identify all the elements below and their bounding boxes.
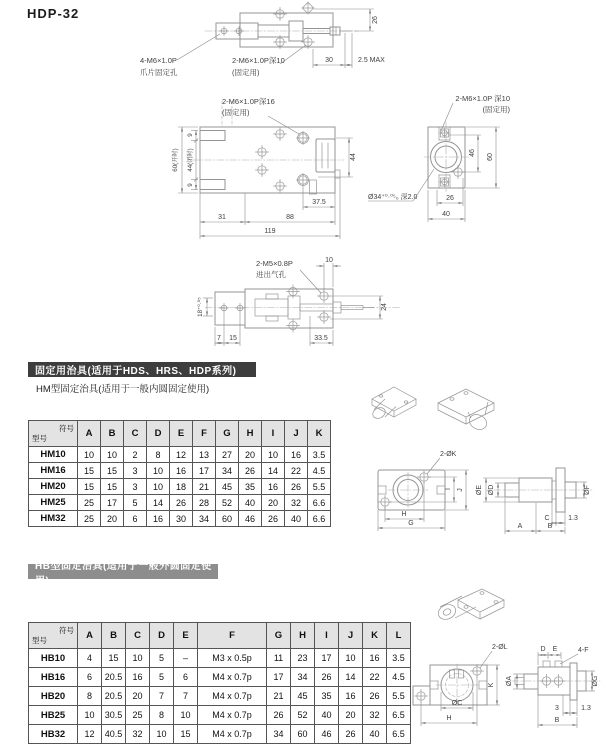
fix16-label2: (固定用) [222,108,250,117]
value-cell: 12 [170,447,193,463]
fix10-label2: (固定用) [482,105,510,114]
value-cell: 6.5 [387,706,411,725]
value-cell: 32 [285,495,308,511]
dim-g: G [408,520,414,527]
top-view-dimensions [313,9,385,68]
adjuster-diamond [302,2,314,14]
column-header: D [147,421,170,447]
hm-isometric-views [371,387,494,432]
hb-header-row [29,623,411,649]
table-row [29,463,331,479]
value-cell: M4 x 0.7p [198,668,267,687]
front-view-labels [222,97,299,134]
value-cell: 52 [291,706,315,725]
dim-26: 26 [372,16,379,24]
air-port-label2: 进出气孔 [256,270,286,279]
value-cell: M4 x 0.7p [198,687,267,706]
value-cell: 17 [193,463,216,479]
hm-detail-dimensions [378,451,469,531]
value-cell: 7 [150,687,174,706]
hm-fixture-drawing [350,378,603,550]
value-cell: M4 x 0.7p [198,706,267,725]
fix-hole-label: 2-M6×1.0P深10 [232,56,285,65]
value-cell: 34 [216,463,239,479]
model-cell: HM16 [29,463,78,479]
value-cell: 5.5 [387,687,411,706]
value-cell: 60 [216,511,239,527]
value-cell: 25 [78,511,101,527]
dim-i: I [445,488,452,490]
column-header: K [308,421,331,447]
dim-10: 10 [325,257,333,264]
value-cell: 22 [285,463,308,479]
value-cell: 25 [78,495,101,511]
hm-side-dimensions [476,478,591,534]
value-cell: 10 [174,706,198,725]
hole-2ok-label: 2-ØK [440,451,457,458]
column-header: I [315,623,339,649]
dim-24: 24 [381,303,388,311]
model-cell: HB32 [29,725,78,744]
value-cell: 15 [174,725,198,744]
value-cell: 20 [239,447,262,463]
value-cell: 21 [267,687,291,706]
column-header: I [262,421,285,447]
value-cell: 4.5 [387,668,411,687]
column-header: G [216,421,239,447]
value-cell: 13 [193,447,216,463]
fix10-label: 2-M6×1.0P 深10 [455,94,510,103]
hm-front-view [378,470,445,510]
value-cell: 27 [216,447,239,463]
column-header: H [239,421,262,447]
dim-of: ØF [584,485,591,495]
value-cell: 26 [239,463,262,479]
dim-j: J [457,488,464,492]
value-cell: 5.5 [308,479,331,495]
value-cell: 34 [267,725,291,744]
corner-symbol-label: 符号 [59,626,74,635]
gripper-body-port [205,285,400,332]
column-header: B [102,623,126,649]
dim-30: 30 [325,57,333,64]
dim-h: H [401,511,407,518]
dim-13-hb: 1.3 [581,705,591,712]
dim-b: B [547,523,553,530]
column-header: F [198,623,267,649]
value-cell: 60 [291,725,315,744]
dim-44: 44 [350,153,357,161]
column-header: A [78,421,101,447]
value-cell: 30 [170,511,193,527]
dim-25max: 2.5 MAX [358,57,385,64]
corner-symbol-label: 符号 [59,424,74,433]
model-cell: HB20 [29,687,78,706]
value-cell: 6 [174,668,198,687]
value-cell: 5 [150,668,174,687]
model-cell: HB10 [29,649,78,668]
value-cell: 20.5 [102,668,126,687]
hb-fixture-drawing [395,585,603,744]
dim-44-closed: 44(闭时) [187,148,194,172]
dim-15: 15 [229,335,237,342]
hb-front-view [413,664,487,706]
hm-side-view [494,468,594,512]
dim-h-hb: H [446,715,452,722]
dim-3: 3 [555,705,559,712]
value-cell: 20 [262,495,285,511]
value-cell: 15 [78,479,101,495]
table-row [29,495,331,511]
dim-e: E [552,646,558,653]
top-view-labels [140,34,306,77]
column-header: A [78,623,102,649]
column-header: F [193,421,216,447]
drawing-top-view [110,0,430,92]
model-cell: HM25 [29,495,78,511]
value-cell: 34 [193,511,216,527]
value-cell: 35 [239,479,262,495]
value-cell: 3.5 [387,649,411,668]
column-header: H [291,623,315,649]
hm-spec-table [28,420,331,527]
value-cell: 52 [216,495,239,511]
value-cell: 15 [78,463,101,479]
value-cell: 26 [339,725,363,744]
column-header: D [150,623,174,649]
model-cell: HB16 [29,668,78,687]
value-cell: 11 [267,649,291,668]
value-cell: 46 [315,725,339,744]
dim-og: ØG [592,675,599,687]
column-header: E [170,421,193,447]
drawing-port-view [180,248,410,358]
dim-13: 1.3 [568,515,578,522]
value-cell: 10 [262,447,285,463]
value-cell: 3.5 [308,447,331,463]
value-cell: 34 [291,668,315,687]
dim-od: ØD [488,484,495,496]
column-header: C [126,623,150,649]
value-cell: 30.5 [102,706,126,725]
value-cell: 28 [193,495,216,511]
value-cell: 10 [101,447,124,463]
value-cell: M4 x 0.7p [198,725,267,744]
value-cell: M3 x 0.5p [198,649,267,668]
value-cell: 40 [363,725,387,744]
column-header: J [339,623,363,649]
corner-model-label: 型号 [32,434,47,443]
dim-9-bottom: 9 [187,183,194,187]
value-cell: 4 [78,649,102,668]
claw-hole-label2: 爪片固定孔 [140,68,178,77]
value-cell: 10 [150,725,174,744]
value-cell: 2 [124,447,147,463]
value-cell: 26 [262,511,285,527]
value-cell: 3 [124,463,147,479]
value-cell: 15 [101,479,124,495]
dim-18: 18⁺⁰·⁰⁵ [197,297,204,317]
value-cell: 16 [285,447,308,463]
value-cell: – [174,649,198,668]
hb-isometric-view [436,589,504,622]
model-cell: HM10 [29,447,78,463]
table-row [29,649,411,668]
value-cell: 45 [291,687,315,706]
column-header: K [363,623,387,649]
value-cell: 35 [315,687,339,706]
column-header: G [267,623,291,649]
hb-side-view [512,661,600,700]
value-cell: 45 [216,479,239,495]
table-row [29,479,331,495]
dim-119: 119 [264,228,276,235]
value-cell: 26 [170,495,193,511]
fix16-label: 2-M6×1.0P深16 [222,97,275,106]
value-cell: 46 [239,511,262,527]
value-cell: 20 [339,706,363,725]
value-cell: 16 [147,511,170,527]
value-cell: 8 [78,687,102,706]
value-cell: 3 [124,479,147,495]
dim-d: D [540,646,546,653]
dim-26-side: 26 [446,195,454,202]
side-view-dimensions [428,127,500,222]
table-row [29,706,411,725]
value-cell: 16 [126,668,150,687]
value-cell: 6.6 [308,495,331,511]
value-cell: 40.5 [102,725,126,744]
hm-header-row [29,421,331,447]
value-cell: 16 [262,479,285,495]
hb-corner-cell [29,623,78,649]
claw-hole-label: 4-M6×1.0P [140,56,177,65]
dim-9-top: 9 [187,133,194,137]
value-cell: 17 [267,668,291,687]
dim-40: 40 [442,211,450,218]
dim-oa: ØA [506,675,513,687]
model-cell: HB25 [29,706,78,725]
table-row [29,668,411,687]
value-cell: 20.5 [102,687,126,706]
value-cell: 5 [124,495,147,511]
dim-k: K [488,682,495,688]
value-cell: 16 [339,687,363,706]
value-cell: 14 [262,463,285,479]
value-cell: 23 [291,649,315,668]
model-cell: HM32 [29,511,78,527]
value-cell: 10 [78,447,101,463]
value-cell: 16 [170,463,193,479]
value-cell: 15 [102,649,126,668]
value-cell: 40 [315,706,339,725]
value-cell: 12 [78,725,102,744]
column-header: J [285,421,308,447]
value-cell: 6 [124,511,147,527]
hole-2ol-label: 2-ØL [492,644,508,651]
value-cell: 10 [126,649,150,668]
value-cell: 4.5 [308,463,331,479]
section-header-fixtures: 固定用治具(适用于HDS、HRS、HDP系列) [28,362,256,377]
gripper-body-front [192,101,344,194]
hm-subtitle: HM型固定治具(适用于一般内圆固定使用) [36,384,210,395]
value-cell: 32 [126,725,150,744]
dim-88: 88 [286,214,294,221]
value-cell: 25 [126,706,150,725]
value-cell: 10 [147,463,170,479]
value-cell: 10 [78,706,102,725]
port-view-labels [256,259,321,293]
air-port-label: 2-M5×0.8P [256,259,293,268]
model-cell: HM20 [29,479,78,495]
value-cell: 8 [150,706,174,725]
table-row [29,725,411,744]
value-cell: 14 [147,495,170,511]
value-cell: 18 [170,479,193,495]
value-cell: 26 [267,706,291,725]
port-view-dimensions [197,257,388,346]
fix-hole-label2: (固定用) [232,68,260,77]
section-header-hb: HB型固定治具(适用于一般外圆固定使用) [28,564,218,579]
value-cell: 17 [315,649,339,668]
corner-model-label: 型号 [32,636,47,645]
table-row [29,687,411,706]
dim-a: A [517,523,523,530]
value-cell: 14 [339,668,363,687]
value-cell: 6 [78,668,102,687]
bore-label: Ø34⁺⁰·⁰⁵₀ 深2.0 [368,194,418,201]
value-cell: 26 [285,479,308,495]
value-cell: 8 [147,447,170,463]
dim-b-hb: B [554,717,560,724]
dim-oe: ØE [476,484,483,496]
value-cell: 20 [101,511,124,527]
screw-4f-label: 4-F [578,647,589,654]
value-cell: 40 [285,511,308,527]
front-view-dimensions [171,127,357,239]
value-cell: 20 [126,687,150,706]
dim-oc: ØC [451,700,463,707]
value-cell: 6.6 [308,511,331,527]
value-cell: 32 [363,706,387,725]
value-cell: 15 [101,463,124,479]
value-cell: 17 [101,495,124,511]
hb-spec-table [28,622,411,744]
value-cell: 16 [363,649,387,668]
dim-335: 33.5 [314,335,328,342]
dim-375: 37.5 [312,199,326,206]
value-cell: 10 [339,649,363,668]
value-cell: 22 [363,668,387,687]
value-cell: 21 [193,479,216,495]
hb-side-dimensions [506,646,599,728]
column-header: L [387,623,411,649]
value-cell: 7 [174,687,198,706]
value-cell: 40 [239,495,262,511]
table-row [29,447,331,463]
value-cell: 5 [150,649,174,668]
hm-corner-cell [29,421,78,447]
dim-60-open: 60(开时) [172,148,179,172]
table-row [29,511,331,527]
dim-7: 7 [217,335,221,342]
value-cell: 26 [315,668,339,687]
dim-60: 60 [487,153,494,161]
column-header: B [101,421,124,447]
name-plate [316,139,335,172]
drawing-side-view [365,85,603,233]
dim-c: C [544,515,550,522]
value-cell: 10 [147,479,170,495]
value-cell: 6.5 [387,725,411,744]
dim-46: 46 [469,149,476,157]
value-cell: 26 [363,687,387,706]
page-title: HDP-32 [27,6,80,21]
column-header: C [124,421,147,447]
dim-31: 31 [218,214,226,221]
column-header: E [174,623,198,649]
